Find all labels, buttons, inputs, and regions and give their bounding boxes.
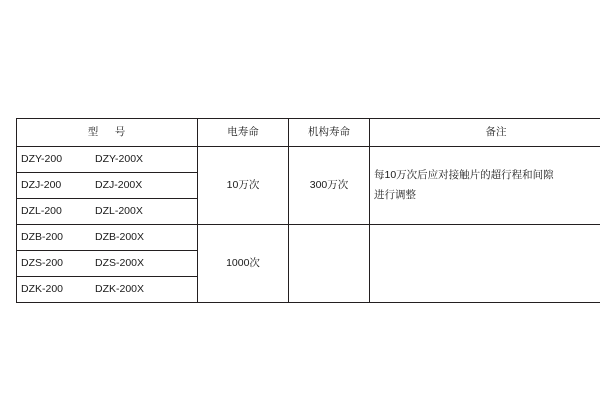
model-code-b: DZK-200X <box>95 283 145 296</box>
specification-table <box>16 118 600 303</box>
model-code-b: DZJ-200X <box>95 179 143 192</box>
column-header-electrical-life: 电寿命 <box>198 119 289 147</box>
table-row <box>17 147 600 173</box>
model-cell <box>17 277 198 303</box>
mechanical-life-group-1: 300万次 <box>289 147 370 225</box>
model-code-b: DZB-200X <box>95 231 145 244</box>
remark-line-1: 每10万次后应对接触片的超行程和间隙 <box>374 168 554 181</box>
mechanical-life-empty <box>289 225 370 303</box>
remark-empty <box>370 225 600 303</box>
model-cell <box>17 173 198 199</box>
model-code-a: DZK-200 <box>21 283 64 296</box>
electrical-life-group-2: 1000次 <box>198 225 289 303</box>
model-code-b: DZL-200X <box>95 205 143 218</box>
table-row <box>17 225 600 251</box>
remark-line-2: 进行调整 <box>374 188 416 201</box>
model-code-a: DZS-200 <box>21 257 64 270</box>
model-cell <box>17 225 198 251</box>
model-cell <box>17 251 198 277</box>
model-code-a: DZY-200 <box>21 153 63 166</box>
model-cell <box>17 147 198 173</box>
model-code-a: DZJ-200 <box>21 179 62 192</box>
electrical-life-group-1: 10万次 <box>198 147 289 225</box>
model-code-a: DZL-200 <box>21 205 62 218</box>
column-header-remark: 备注 <box>370 119 600 147</box>
model-code-b: DZS-200X <box>95 257 145 270</box>
model-code-b: DZY-200X <box>95 153 144 166</box>
model-code-a: DZB-200 <box>21 231 64 244</box>
model-cell <box>17 199 198 225</box>
column-header-model: 型 号 <box>17 119 198 147</box>
column-header-mechanical-life: 机构寿命 <box>289 119 370 147</box>
remark-cell <box>370 147 600 225</box>
table-header-row <box>17 119 600 147</box>
